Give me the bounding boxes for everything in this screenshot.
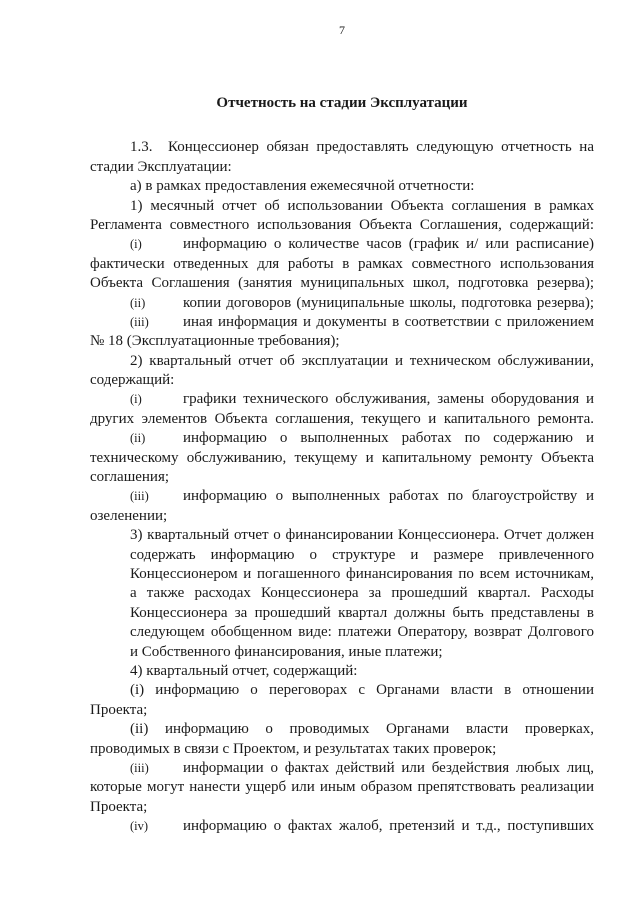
text-line: Проекта;	[90, 798, 148, 815]
text-line: информацию о фактах жалоб, претензий и т.д., поступивших	[183, 818, 594, 835]
text-line: Проекта;	[90, 701, 148, 718]
text-line: Концессионер обязан предоставлять следующую отчетность на	[168, 139, 594, 156]
item-marker: (iii)	[130, 314, 149, 329]
item-marker: (ii)	[130, 431, 146, 446]
subitem-iii-actions-info	[0, 759, 640, 817]
page-number: 7	[339, 23, 345, 37]
text-line: информацию о выполненных работах по содержанию и	[183, 430, 594, 447]
text-line: № 18 (Эксплуатационные требования);	[90, 333, 340, 350]
text-line: содержащий:	[90, 372, 175, 389]
item-3-quarterly-financing-report	[0, 526, 640, 662]
text-line: Концессионером и погашенного финансирования по всем источникам,	[130, 565, 594, 582]
item-marker: (i)	[130, 237, 142, 252]
text-line: соглашения;	[90, 469, 170, 486]
document-body	[0, 138, 640, 836]
text-line: содержать информацию о структуре и размере привлеченного	[130, 546, 594, 563]
subitem-i-maintenance-schedules	[0, 390, 640, 429]
text-line: (ii) информацию о проводимых Органами власти проверках,	[130, 721, 594, 738]
item-marker: (i)	[130, 392, 142, 407]
subitem-ii-inspections	[0, 720, 640, 759]
text-line: а) в рамках предоставления ежемесячной отчетности:	[130, 178, 475, 195]
text-line: озеленении;	[90, 507, 168, 524]
text-line: Объекта Соглашения (занятия муниципальных школ, подготовка резерва);	[90, 275, 594, 292]
text-line: Регламента совместного использования Объекта Соглашения, содержащий:	[90, 216, 594, 233]
clause-1-3	[0, 138, 640, 177]
text-line: а также расходах Концессионера за прошедший квартал. Расходы	[130, 585, 594, 602]
text-line: (i) информацию о переговорах с Органами власти в отношении	[130, 682, 594, 699]
subitem-iii-landscaping-works	[0, 487, 640, 526]
subitem-i-negotiations	[0, 681, 640, 720]
subitem-iv-complaints	[0, 817, 640, 836]
text-line: копии договоров (муниципальные школы, подготовка резерва);	[183, 294, 594, 311]
item-2-quarterly-operation-report	[0, 352, 640, 391]
item-1-monthly-report	[0, 197, 640, 236]
item-marker: (iii)	[130, 760, 149, 775]
text-line: проводимых в связи с Проектом, и результатах таких проверок;	[90, 740, 497, 757]
text-line: иная информация и документы в соответствии с приложением	[183, 313, 594, 330]
text-line: других элементов Объекта соглашения, текущего и капитального ремонта.	[90, 410, 594, 427]
subitem-iii-other-info	[0, 313, 640, 352]
item-marker: (iii)	[130, 489, 149, 504]
item-marker: 1.3.	[130, 139, 153, 156]
text-line: 4) квартальный отчет, содержащий:	[130, 662, 358, 679]
text-line: 2) квартальный отчет об эксплуатации и техническом обслуживании,	[130, 352, 594, 369]
text-line: графики технического обслуживания, замены оборудования и	[183, 391, 594, 408]
text-line: которые могут нанести ущерб или иным образом препятствовать реализации	[90, 779, 594, 796]
text-line: информацию о выполненных работах по благоустройству и	[183, 488, 594, 505]
text-line: информацию о количестве часов (график и/ или расписание)	[183, 236, 594, 253]
text-line: следующем обобщенном виде: платежи Оператору, возврат Долгового	[130, 624, 594, 641]
text-line: Концессионера за прошедший квартал должны быть представлены в	[130, 604, 594, 621]
section-heading: Отчетность на стадии Эксплуатации	[216, 95, 468, 111]
text-line: информации о фактах действий или бездействия любых лиц,	[183, 759, 594, 776]
item-marker: (ii)	[130, 295, 146, 310]
subitem-i-hours-info	[0, 235, 640, 293]
text-line: 3) квартальный отчет о финансировании Концессионера. Отчет должен	[130, 527, 594, 544]
text-line: стадии Эксплуатации:	[90, 158, 232, 175]
item-marker: (iv)	[130, 819, 149, 834]
item-4-quarterly-report	[0, 662, 640, 681]
item-a-monthly-reporting	[0, 177, 640, 196]
text-line: техническому обслуживанию, текущему и капитальному ремонту Объекта	[90, 449, 594, 466]
subitem-ii-maintenance-works	[0, 429, 640, 487]
text-line: фактически отведенных для работы в рамках совместного использования	[90, 255, 594, 272]
text-line: 1) месячный отчет об использовании Объекта соглашения в рамках	[130, 197, 594, 214]
text-line: и Собственного финансирования, иные платежи;	[130, 643, 443, 660]
subitem-ii-contract-copies	[0, 294, 640, 313]
